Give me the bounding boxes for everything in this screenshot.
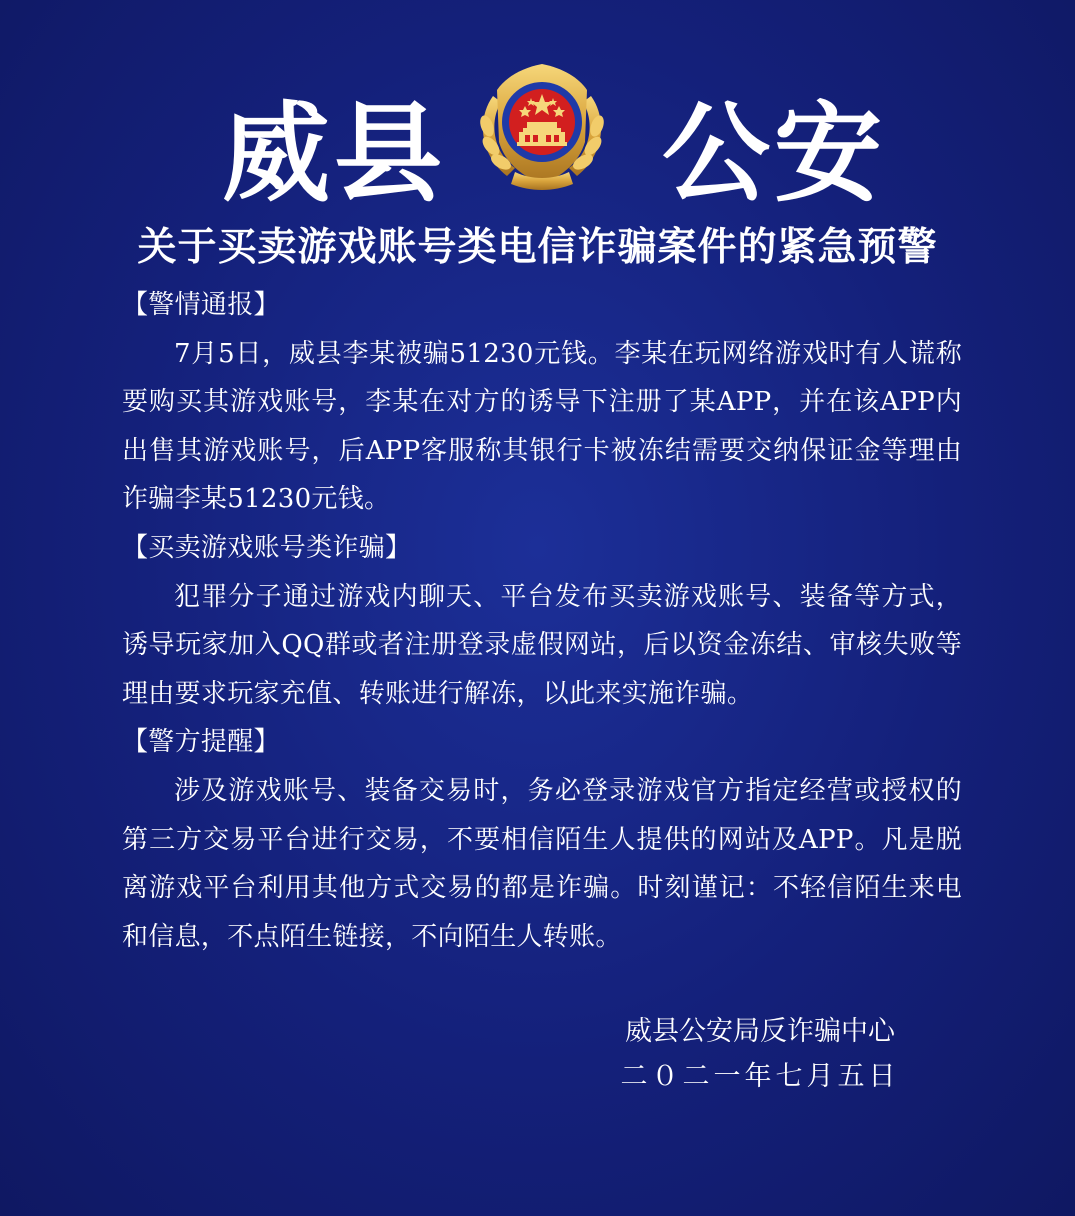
signature-date: 二０二一年七月五日	[620, 1061, 900, 1092]
notice-subtitle: 关于买卖游戏账号类电信诈骗案件的紧急预警	[137, 225, 938, 270]
section-heading-police-reminder: 【警方提醒】	[122, 727, 280, 758]
signature-organization: 威县公安局反诈骗中心	[625, 1016, 895, 1047]
section-paragraph-fraud-type: 犯罪分子通过游戏内聊天、平台发布买卖游戏账号、装备等方式，诱导玩家加入QQ群或者注册登录虚假网站，后以资金冻结、审核失败等理由要求玩家充值、转账进行解冻，以此来实施诈骗。	[122, 581, 962, 709]
section-paragraph-police-reminder: 涉及游戏账号、装备交易时，务必登录游戏官方指定经营或授权的第三方交易平台进行交易，不要相信陌生人提供的网站及APP。凡是脱离游戏平台利用其他方式交易的都是诈骗。时刻谨记：不轻信陌生来电和信息，不点陌生链接，不向陌生人转账。	[122, 775, 962, 952]
section-heading-fraud-type: 【买卖游戏账号类诈骗】	[122, 532, 412, 563]
header-county-name: 威县	[222, 92, 447, 217]
section-heading-incident: 【警情通报】	[122, 290, 280, 320]
notice-body	[122, 281, 962, 961]
header-agency-name: 公安	[662, 92, 887, 217]
section-paragraph-incident: 7月5日，威县李某被骗51230元钱。李某在玩网络游戏时有人谎称要购买其游戏账号，李某在对方的诱导下注册了某APP，并在该APP内出售其游戏账号，后APP客服称其银行卡被冻结需要交纳保证金等理由诈骗李某51230元钱。	[122, 338, 962, 515]
police-badge-icon	[475, 56, 609, 196]
